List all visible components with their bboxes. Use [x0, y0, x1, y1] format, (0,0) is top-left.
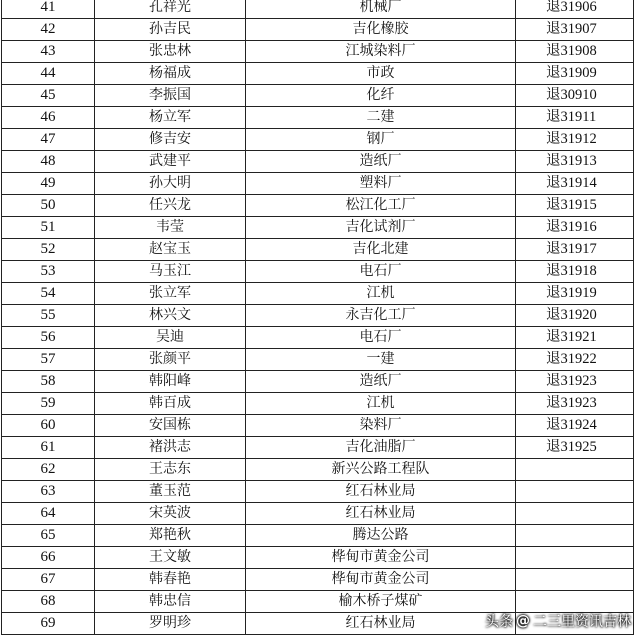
- cell-name: 董玉范: [95, 481, 246, 503]
- table-row: [2, 371, 634, 393]
- table-row: [2, 0, 634, 19]
- roster-table-body: [2, 0, 634, 635]
- cell-name: 韩阳峰: [95, 371, 246, 393]
- cell-unit: 江城染料厂: [246, 41, 516, 63]
- cell-number: 60: [2, 415, 95, 437]
- cell-number: 53: [2, 261, 95, 283]
- cell-code: 退31924: [516, 415, 634, 437]
- cell-unit: 桦甸市黄金公司: [246, 547, 516, 569]
- cell-name: 吴迪: [95, 327, 246, 349]
- cell-number: 49: [2, 173, 95, 195]
- cell-code: [516, 547, 634, 569]
- cell-code: 退31921: [516, 327, 634, 349]
- cell-code: [516, 459, 634, 481]
- cell-number: 41: [2, 0, 95, 19]
- table-row: [2, 415, 634, 437]
- cell-number: 64: [2, 503, 95, 525]
- watermark-prefix: 头条: [485, 614, 513, 630]
- cell-number: 67: [2, 569, 95, 591]
- cell-unit: 一建: [246, 349, 516, 371]
- cell-name: 任兴龙: [95, 195, 246, 217]
- cell-name: 马玉江: [95, 261, 246, 283]
- cell-number: 48: [2, 151, 95, 173]
- cell-unit: 江机: [246, 393, 516, 415]
- cell-code: 退31908: [516, 41, 634, 63]
- cell-name: 林兴文: [95, 305, 246, 327]
- cell-number: 56: [2, 327, 95, 349]
- table-row: [2, 591, 634, 613]
- cell-code: 退31919: [516, 283, 634, 305]
- table-row: [2, 173, 634, 195]
- table-row: [2, 195, 634, 217]
- cell-name: 韩忠信: [95, 591, 246, 613]
- cell-name: 张颜平: [95, 349, 246, 371]
- cell-number: 69: [2, 613, 95, 635]
- table-row: [2, 569, 634, 591]
- cell-name: 张立军: [95, 283, 246, 305]
- table-row: [2, 19, 634, 41]
- cell-number: 45: [2, 85, 95, 107]
- cell-unit: 钢厂: [246, 129, 516, 151]
- table-row: [2, 459, 634, 481]
- cell-unit: 桦甸市黄金公司: [246, 569, 516, 591]
- cell-code: 退31925: [516, 437, 634, 459]
- table-row: [2, 613, 634, 635]
- cell-unit: 吉化油脂厂: [246, 437, 516, 459]
- cell-code: 退31923: [516, 371, 634, 393]
- table-row: [2, 349, 634, 371]
- cell-name: 孙吉民: [95, 19, 246, 41]
- cell-name: 王文敏: [95, 547, 246, 569]
- cell-name: 韩春艳: [95, 569, 246, 591]
- watermark-account: 二三里资讯吉林: [533, 614, 631, 630]
- cell-unit: 腾达公路: [246, 525, 516, 547]
- table-row: [2, 547, 634, 569]
- cell-name: 张忠林: [95, 41, 246, 63]
- cell-unit: 红石林业局: [246, 613, 516, 635]
- cell-number: 63: [2, 481, 95, 503]
- cell-unit: 红石林业局: [246, 481, 516, 503]
- cell-number: 51: [2, 217, 95, 239]
- cell-code: 退31914: [516, 173, 634, 195]
- cell-name: 杨福成: [95, 63, 246, 85]
- cell-name: 韩百成: [95, 393, 246, 415]
- table-row: [2, 217, 634, 239]
- cell-name: 安国栋: [95, 415, 246, 437]
- cell-number: 55: [2, 305, 95, 327]
- cell-unit: 造纸厂: [246, 371, 516, 393]
- table-row: [2, 151, 634, 173]
- cell-unit: 机械厂: [246, 0, 516, 19]
- cell-name: 韦莹: [95, 217, 246, 239]
- cell-unit: 江机: [246, 283, 516, 305]
- cell-code: 退31911: [516, 107, 634, 129]
- cell-name: 罗明珍: [95, 613, 246, 635]
- cell-name: 杨立军: [95, 107, 246, 129]
- table-row: [2, 393, 634, 415]
- cell-number: 59: [2, 393, 95, 415]
- cell-name: 王志东: [95, 459, 246, 481]
- cell-unit: 松江化工厂: [246, 195, 516, 217]
- cell-code: 退31922: [516, 349, 634, 371]
- cell-number: 47: [2, 129, 95, 151]
- cell-code: [516, 569, 634, 591]
- cell-code: 退31923: [516, 393, 634, 415]
- cell-name: 李振国: [95, 85, 246, 107]
- table-row: [2, 41, 634, 63]
- cell-code: [516, 525, 634, 547]
- cell-unit: 吉化试剂厂: [246, 217, 516, 239]
- cell-code: 退31913: [516, 151, 634, 173]
- cell-unit: 电石厂: [246, 261, 516, 283]
- cell-unit: 新兴公路工程队: [246, 459, 516, 481]
- cell-unit: 红石林业局: [246, 503, 516, 525]
- cell-unit: 吉化北建: [246, 239, 516, 261]
- cell-unit: 造纸厂: [246, 151, 516, 173]
- cell-code: 退31912: [516, 129, 634, 151]
- cell-unit: 塑料厂: [246, 173, 516, 195]
- cell-number: 62: [2, 459, 95, 481]
- cell-code: 退31916: [516, 217, 634, 239]
- cell-name: 褚洪志: [95, 437, 246, 459]
- cell-number: 52: [2, 239, 95, 261]
- roster-table: [1, 0, 634, 635]
- table-row: [2, 437, 634, 459]
- cell-name: 孔祥光: [95, 0, 246, 19]
- cell-code: 退31907: [516, 19, 634, 41]
- table-row: [2, 239, 634, 261]
- cell-unit: 吉化橡胶: [246, 19, 516, 41]
- cell-number: 57: [2, 349, 95, 371]
- table-row: [2, 503, 634, 525]
- cell-code: 退31915: [516, 195, 634, 217]
- cell-name: 武建平: [95, 151, 246, 173]
- cell-name: 修吉安: [95, 129, 246, 151]
- cell-number: 42: [2, 19, 95, 41]
- cell-number: 65: [2, 525, 95, 547]
- cell-number: 50: [2, 195, 95, 217]
- cell-unit: 永吉化工厂: [246, 305, 516, 327]
- cell-code: 退31909: [516, 63, 634, 85]
- cell-number: 58: [2, 371, 95, 393]
- cell-code: 退31917: [516, 239, 634, 261]
- cell-code: [516, 503, 634, 525]
- table-row: [2, 327, 634, 349]
- cell-unit: 市政: [246, 63, 516, 85]
- table-row: [2, 283, 634, 305]
- table-row: [2, 85, 634, 107]
- table-row: [2, 63, 634, 85]
- cell-code: [516, 591, 634, 613]
- table-row: [2, 261, 634, 283]
- cell-number: 68: [2, 591, 95, 613]
- cell-number: 44: [2, 63, 95, 85]
- cell-name: 赵宝玉: [95, 239, 246, 261]
- table-row: [2, 305, 634, 327]
- cell-code: 退31920: [516, 305, 634, 327]
- table-row: [2, 107, 634, 129]
- watermark-at-sign: @: [516, 613, 530, 629]
- cell-unit: 染料厂: [246, 415, 516, 437]
- cell-code: 退31906: [516, 0, 634, 19]
- cell-name: 郑艳秋: [95, 525, 246, 547]
- cell-number: 54: [2, 283, 95, 305]
- cell-number: 61: [2, 437, 95, 459]
- table-row: [2, 129, 634, 151]
- cell-unit: 榆木桥子煤矿: [246, 591, 516, 613]
- cell-code: 退30910: [516, 85, 634, 107]
- cell-number: 66: [2, 547, 95, 569]
- cell-unit: 电石厂: [246, 327, 516, 349]
- cell-unit: 二建: [246, 107, 516, 129]
- cell-name: 宋英波: [95, 503, 246, 525]
- cell-unit: 化纤: [246, 85, 516, 107]
- cell-number: 43: [2, 41, 95, 63]
- cell-name: 孙大明: [95, 173, 246, 195]
- table-row: [2, 525, 634, 547]
- cell-code: [516, 613, 634, 635]
- cell-number: 46: [2, 107, 95, 129]
- cell-code: [516, 481, 634, 503]
- cell-code: 退31918: [516, 261, 634, 283]
- table-row: [2, 481, 634, 503]
